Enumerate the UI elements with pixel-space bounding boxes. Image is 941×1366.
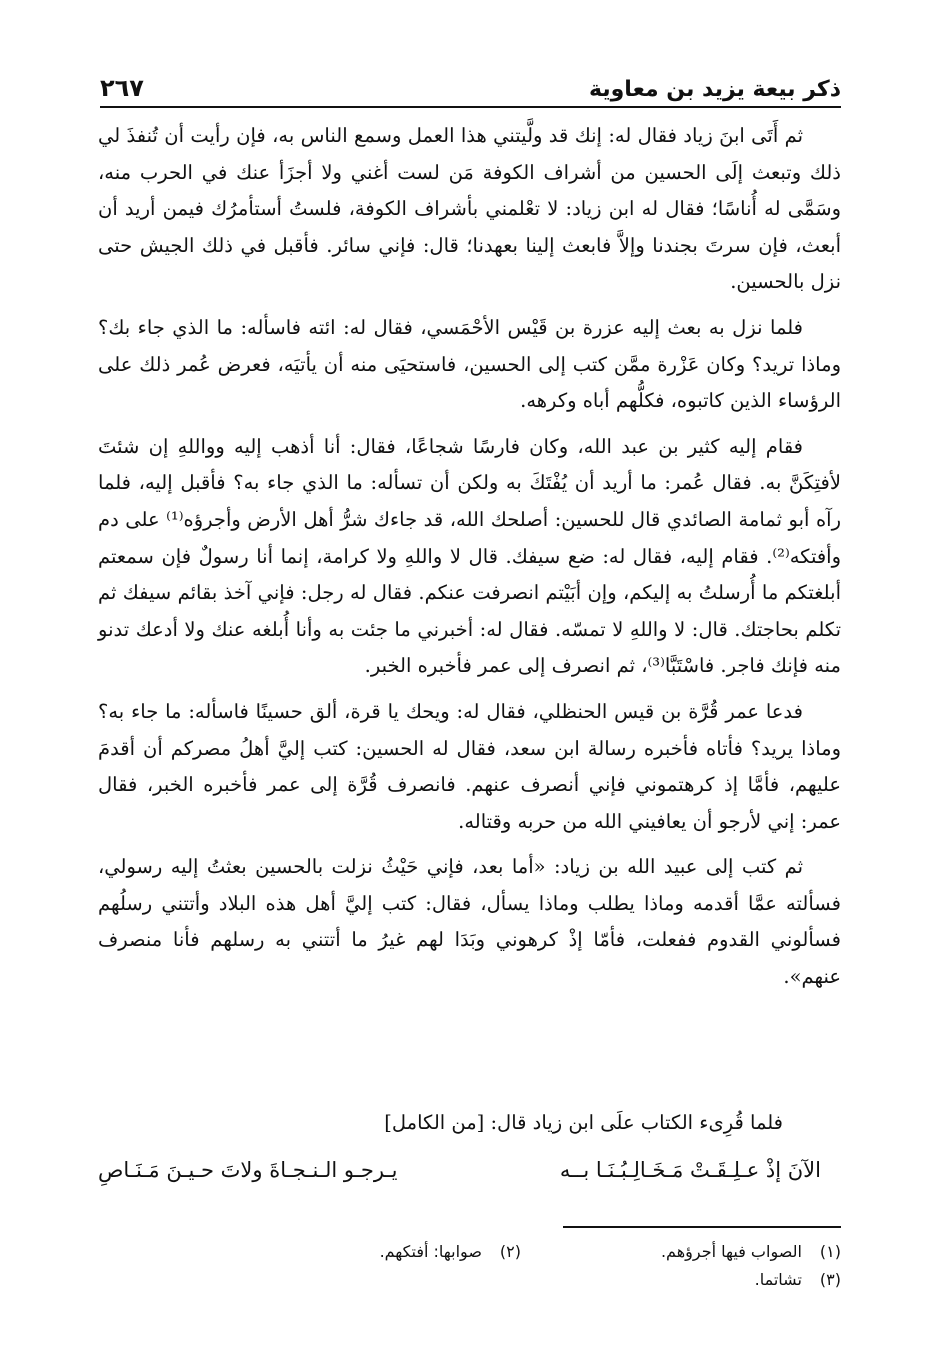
paragraph: فدعا عمر قُرَّة بن قيس الحنظلي، فقال له: ويحك يا قرة، ألق حسينًا فاسأله: ما جاء به؟ وماذا يريد؟ فأتاه فأخبره رسالة ابن سعد، فقال له الحسين: كتب إليَّ أهلُ مصركم أن أقدمَ عليهم، فأمَّا إذ كرهتموني فإني أنصرف عنهم. فانصرف قُرَّة إلى عمر فأخبره الخبر، فقال عمر: إني لأرجو أن يعافيني الله من حربه وقتاله. [98,699,841,833]
footnote-number: (٣) [819,1270,841,1289]
footnote [201,1238,521,1266]
footnote-separator [563,1226,841,1228]
footnotes [200,1238,841,1294]
poetry-verse [98,1152,821,1188]
footnote-text: صوابها: أفتكهم. [379,1242,482,1261]
running-title: ذكر بيعة يزيد بن معاوية [589,77,841,102]
paragraph: فقام إليه كثير بن عبد الله، وكان فارسًا شجاعًا، فقال: أنا أذهب إليه وواللهِ إن شئتَ لأفتِكَنَّ به. فقال عُمر: ما أريد أن يُفْتَكَ به ولكن أن تسأله: ما الذي جاء به؟ فأقبل إليه، فلما رآه أبو ثمامة الصائدي قال للحسين: أصلحك الله، قد جاءك شرُّ أهل الأرض وأجرؤه⁽¹⁾ على دم وأفتكه⁽²⁾. فقام إليه، فقال له: ضع سيفك. قال لا واللهِ ولا كرامة، إنما أنا رسولٌ فإن سمعتم أبلغتكم ما أُرسلتُ به إليكم، وإن أبَيْتم انصرفت عنكم. فقال له رجل: فإني آخذ بقائم سيفك ثم تكلم بحاجتك. قال: لا واللهِ لا تمسّه. فقال له: أخبرني ما جئت به وأنا أُبلغه عنك ولا أدعك تدنو منه فإنك فاجر. فاسْتَبَّا⁽³⁾، ثم انصرف إلى عمر فأخبره الخبر. [98,434,841,678]
paragraph: ثم أَتَى ابنَ زياد فقال له: إنك قد ولَّيتني هذا العمل وسمع الناس به، فإن رأيت أن تُنفذَ لي ذلك وتبعث إلَى الحسين من أشراف الكوفة مَن لست أغني ولا أجزَأ عنك في الحرب منه، وسَمَّى له أُناسًا؛ فقال له ابن زياد: لا تعْلمني بأشراف الكوفة، فلستُ أستأمرُك فيمن أريد أن أبعث، فإن سرتَ بجندنا وإلاَّ فابعث إلينا بعهدنا؛ قال: فإني سائر. فأقبل في ذلك الجيش حتى نزل بالحسين. [98,124,841,294]
page-number: ٢٦٧ [100,74,144,102]
verse-second-hemistich: يـرجـو الـنـجـاةَ ولاتَ حـيـنَ مَـنَـاصِ [98,1158,398,1182]
verse-intro: فلما قُرِىء الكتاب علَى ابن زياد قال: [من الكامل] [384,1111,783,1134]
verse-first-hemistich: الآنَ إذْ عـلِـقَـتْ مَـخَـالِـبُـنَـا بــه [559,1158,821,1182]
footnote-row [200,1266,841,1294]
footnote-text: الصواب فيها أجرؤهم. [660,1242,802,1261]
footnote-number: (٢) [499,1242,521,1261]
paragraph: ثم كتب إلى عبيد الله بن زياد: «أما بعد، فإني حَيْثُ نزلت بالحسين بعثتُ إليه رسولي، فسألته عمَّا أقدمه وماذا يطلب وماذا يسأل، فقال: كتب إليَّ أهل هذه البلاد وأتتني رسلُهم فسألوني القدوم ففعلت، فأمّا إذْ كرهوني وبَدَا لهم غيرُ ما أتتني به رسلهم فأنا منصرف عنهم». [98,855,841,989]
footnote-text: تشاتما. [754,1270,802,1289]
footnote-row [200,1238,841,1266]
footnote [521,1266,841,1294]
main-text [98,118,841,1005]
page-header [100,58,841,108]
paragraph: فلما نزل به بعث إليه عزرة بن قَيْس الأحْمَسي، فقال له: ائته فاسأله: ما الذي جاء بك؟ وماذا تريد؟ وكان عَزْرة ممَّن كتب إلى الحسين، فاستحيَى منه أن يأتيَه، فعرض عُمر ذلك على الرؤساء الذين كاتبوه، فكلُّهم أباه وكرهه. [98,315,841,413]
footnote [521,1238,841,1266]
footnote-number: (١) [819,1242,841,1261]
